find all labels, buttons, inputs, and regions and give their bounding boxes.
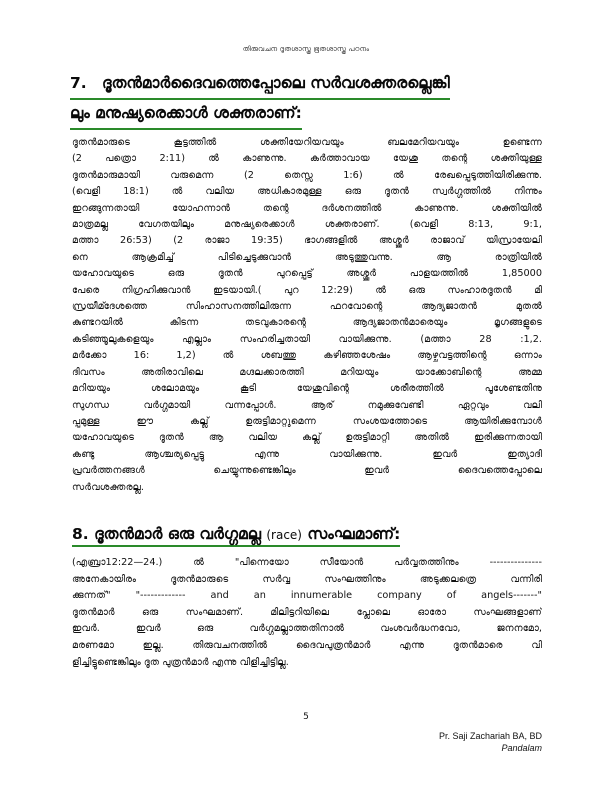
- section-7-body-line: നെ ആക്രമിച്ച് പിടിച്ചെടുക്കുവാൻ അടുത്തുവന്നു. ആ രാത്രിയിൽ: [72, 251, 542, 263]
- section-7-heading: [70, 70, 540, 130]
- section-8-body-line: അനേകായിരം ദൂതൻമാരുടെ സർവ്വ സംഘത്തിനും അടുക്കലത്രെ വന്നിരി: [72, 573, 542, 585]
- section-7-number: 7.: [70, 74, 87, 92]
- author-place: Pandalam: [501, 743, 542, 753]
- section-8-body-line: ദൂതൻമാർ ഒരു സംഘമാണ്. മിലിട്ടറിയിലെ പ്ലോലെ ഓരോ സംഘങ്ങളാണ്: [72, 606, 542, 618]
- page-number: 5: [303, 712, 309, 722]
- section-7-body-line: പേരെ നിഗ്രഹിക്കുവാൻ ഇടയായി.( പുറ 12:29) ൽ ഒരു സംഹാരദൂതൻ മി: [72, 284, 542, 296]
- section-8-title-part-1: ദൂതൻമാർ ഒരു വർഗ്ഗമല്ല: [94, 525, 261, 543]
- section-8-body-line: ളിച്ചിട്ടുണ്ടെങ്കിലും ദൂത പുത്രൻമാർ എന്നു വിളിച്ചിട്ടില്ല.: [72, 656, 289, 668]
- section-8-number: 8.: [72, 525, 89, 543]
- section-7-body-line: സുഗന്ധ വർഗ്ഗമായി വന്നപ്പോൾ. ആര് നമുക്കുവേണ്ടി ഏറ്റവും വലി: [72, 399, 542, 411]
- section-8-heading: [72, 525, 400, 547]
- section-8-body-line: (എബ്രാ12:22—24.) ൽ "പിന്നെയോ സീയോൻ പർവ്വതത്തിനും ---------------: [72, 557, 542, 568]
- section-8-title-part-2: സംഘമാണ്:: [307, 525, 401, 543]
- section-7-body-line: ദിവസം അതിരാവിലെ മഗ്ദലക്കാരത്തി മറിയയും യാക്കോബിന്റെ അമ്മ: [72, 366, 542, 378]
- author-name: Pr. Saji Zachariah BA, BD: [438, 731, 542, 741]
- section-7-body-line: ദൂതൻമാരുമായി വരുമെന്ന (2 തെസ്സ 1:6) ൽ രേഖപ്പെടുത്തിയിരിക്കുന്നു.: [72, 169, 542, 181]
- section-7-body-line: (വെളി 18:1) ൽ വലിയ അധികാരമുള്ള ഒരു ദൂതൻ സ്വർഗ്ഗത്തിൽ നിന്നും: [72, 186, 542, 198]
- section-7-heading-line-2: ലും മനുഷ്യരെക്കാൾ ശക്തരാണ്:: [70, 100, 302, 130]
- section-7-body-line: കുണ്ടറയിൽ കിടന്ന തടവുകാരന്റെ ആദ്യജാതൻമാരെയും മൃഗങ്ങളുടെ: [72, 317, 542, 329]
- section-8-body-line: മരണമോ ഇല്ല. തിരുവചനത്തിൽ ദൈവപുത്രൻമാർ എന്നു ദൂതൻമാരെ വി: [72, 639, 542, 651]
- running-header: തിരുവചന ദൂതശാസ്ത്ര ഭൂതശാസ്ത്ര പഠനം: [242, 45, 370, 53]
- section-8-title-latin: (race): [266, 528, 302, 542]
- section-7-body-line: മാത്രമല്ല വേഗതയിലും മനുഷ്യരെക്കാൾ ശക്തരാണ്. (വെളി 8:13, 9:1,: [72, 219, 542, 231]
- section-7-body-line: സർവശക്തരല്ല.: [72, 481, 144, 493]
- section-7-body-line: (2 പത്രൊ 2:11) ൽ കാണുന്നു. കർത്താവായ യേശു തന്റെ ശക്തിയുള്ള: [72, 153, 542, 165]
- section-7-body-line: മർക്കോ 16: 1,2) ൽ ശബത്തു കഴിഞ്ഞശേഷം ആഴ്ചവട്ടത്തിന്റെ ഒന്നാം: [72, 350, 542, 362]
- section-7-title-part-1: ദൂതൻമാർദൈവത്തെപ്പോലെ സർവശക്തരല്ലെങ്കി: [102, 74, 450, 92]
- section-7-body-line: സ്രയീമ്ദേശത്തെ സിംഹാസനത്തിലിരുന്ന ഫറവോന്റെ ആദ്യജാതൻ മുതൽ: [72, 301, 542, 313]
- section-8-body: [72, 555, 542, 671]
- section-7-body-line: യഹോവയുടെ ദൂതൻ ആ വലിയ കല്ല് ഉരുട്ടിമാറ്റി അതിൽ ഇരിക്കുന്നതായി: [72, 432, 542, 444]
- section-7-body-line: മറിയയും ശലോമയും കൂടി യേശുവിന്റെ ശരീരത്തിൽ പൂശേണ്ടതിനു: [72, 383, 542, 395]
- section-7-body-line: കണ്ടു ആശ്ചര്യപ്പെട്ടു എന്നു വായിക്കുന്നു. ഇവർ ഇത്യാദി: [72, 448, 542, 460]
- author-block: [439, 730, 542, 754]
- section-7-body-line: ദൂതൻമാരുടെ കൂട്ടത്തിൽ ശക്തിയേറിയവയും ബലമേറിയവയും ഉണ്ടെന്ന: [72, 137, 542, 148]
- section-7-heading-line-1: [70, 70, 450, 100]
- section-7-body-line: കടിഞ്ഞൂലുകളെയും എല്ലാം സംഹരിച്ചതായി വായിക്കുന്നു. (മത്താ 28 :1,2.: [72, 333, 542, 345]
- section-8-body-line: ഇവർ. ഇവർ ഒരു വർഗ്ഗമല്ലാത്തതിനാൽ വംശവർദ്ധനവോ, ജനനമോ,: [72, 623, 542, 635]
- section-7-body-line: മത്താ 26:53) (2 രാജാ 19:35) ഭാഗങ്ങളിൽ അശ്ശൂർ രാജാവ് യിസ്രായേലി: [72, 235, 542, 247]
- section-7-body-line: പ്രവർത്തനങ്ങൾ ചെയ്യുന്നുണ്ടെങ്കിലും ഇവർ ദൈവത്തെപ്പോലെ: [72, 465, 542, 477]
- section-7-body-line: ഇറങ്ങുന്നതായി യോഹന്നാൻ തന്റെ ദർശനത്തിൽ കാണുന്നു. ശക്തിയിൽ: [72, 202, 542, 214]
- section-7-body-line: യഹോവയുടെ ഒരു ദൂതൻ പുറപ്പെട്ട് അശ്ശൂർ പാളയത്തിൽ 1,85000: [72, 268, 542, 280]
- section-8-body-line: ക്കുന്നത്" "------------- and an innumerable company of angels-------": [72, 590, 542, 602]
- section-7-body-line: പ്പമുള്ള ഈ കല്ല് ഉരുട്ടിമാറ്റുമെന്ന സംശയത്തോടെ ആയിരിക്കുമ്പോൾ: [72, 415, 542, 427]
- section-7-body: [72, 135, 542, 496]
